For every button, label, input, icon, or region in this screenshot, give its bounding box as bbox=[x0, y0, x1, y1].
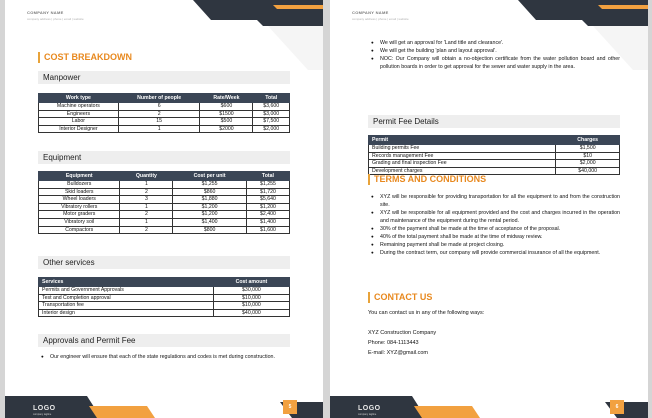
table-row bbox=[369, 145, 620, 153]
column-header: Work type bbox=[39, 94, 119, 103]
table-cell: Building permits Fee bbox=[369, 145, 556, 153]
table-cell: 1 bbox=[120, 203, 173, 211]
table-cell: Bulldozers bbox=[39, 181, 120, 189]
contact-intro: You can contact us in any of the following ways: bbox=[368, 310, 485, 316]
table-cell: $1,720 bbox=[246, 188, 289, 196]
table-row bbox=[39, 294, 290, 302]
terms-list bbox=[368, 193, 620, 257]
footer-logo-tagline: company tagline bbox=[33, 413, 52, 416]
table-cell: Development charges bbox=[369, 167, 556, 175]
table-cell: Interior design bbox=[39, 309, 214, 317]
table-cell: $1,400 bbox=[246, 218, 289, 226]
table-cell: Vibratory soil bbox=[39, 218, 120, 226]
table-cell: Motor graders bbox=[39, 211, 120, 219]
other-services-table bbox=[38, 277, 290, 317]
equipment-title: Equipment bbox=[38, 151, 290, 164]
table-cell: 2 bbox=[120, 188, 173, 196]
contact-phone: Phone: 084-1113443 bbox=[368, 340, 419, 346]
column-header: Total bbox=[253, 94, 290, 103]
list-item: ● Our engineer will ensure that each of the state regulations and codes is met during construction. bbox=[38, 353, 290, 361]
table-cell: $1,200 bbox=[173, 203, 247, 211]
table-cell: $2,000 bbox=[253, 125, 290, 133]
page-6 bbox=[330, 0, 648, 418]
table-cell: Grading and final inspection Fee bbox=[369, 160, 556, 168]
table-cell: $1,880 bbox=[173, 196, 247, 204]
table-cell: $1,500 bbox=[556, 145, 620, 153]
approvals-list bbox=[38, 353, 290, 361]
table-cell: Engineers bbox=[39, 110, 119, 118]
table-header-row bbox=[39, 172, 290, 181]
table-row bbox=[39, 181, 290, 189]
table-cell: Machine operators bbox=[39, 103, 119, 111]
list-item: ● XYZ will be responsible for all equipment provided and the cost and charges incurred in the operation and maintenance of the equipment during the rental period. bbox=[368, 209, 620, 225]
table-cell: Vibratory rollers bbox=[39, 203, 120, 211]
table-cell: $3,000 bbox=[253, 110, 290, 118]
contact-title: CONTACT US bbox=[368, 292, 432, 303]
table-cell: $1,200 bbox=[246, 203, 289, 211]
table-cell: $2,400 bbox=[246, 211, 289, 219]
list-item: ● XYZ will be responsible for providing transportation for all the equipment to and from the construction site. bbox=[368, 193, 620, 209]
table-cell: Permits and Government Approvals bbox=[39, 287, 214, 295]
permit-fee-table bbox=[368, 135, 620, 175]
table-cell: $3,600 bbox=[253, 103, 290, 111]
table-cell: $40,000 bbox=[556, 167, 620, 175]
table-row bbox=[39, 309, 290, 317]
table-cell: $5,640 bbox=[246, 196, 289, 204]
table-cell: Interior Designer bbox=[39, 125, 119, 133]
table-row bbox=[39, 118, 290, 126]
table-row bbox=[39, 287, 290, 295]
table-cell: $10,000 bbox=[213, 302, 289, 310]
column-header: Number of people bbox=[118, 94, 200, 103]
table-cell: $2000 bbox=[200, 125, 253, 133]
column-header: Total bbox=[246, 172, 289, 181]
table-cell: 2 bbox=[120, 211, 173, 219]
terms-title: TERMS AND CONDITIONS bbox=[368, 174, 486, 185]
list-item: ● NOC: Our Company will obtain a no-objection certificate from the water pollution board and other pollution boards in order to get approval for the sewer and water supply in the area. bbox=[368, 55, 620, 71]
table-cell: $40,000 bbox=[213, 309, 289, 317]
table-cell: $2,000 bbox=[556, 160, 620, 168]
table-cell: 2 bbox=[118, 110, 200, 118]
table-cell: 6 bbox=[118, 103, 200, 111]
list-item: ● Remaining payment shall be made at project closing. bbox=[368, 241, 620, 249]
company-name: COMPANY NAME bbox=[352, 10, 389, 15]
table-cell: 15 bbox=[118, 118, 200, 126]
manpower-table bbox=[38, 93, 290, 133]
table-row bbox=[39, 103, 290, 111]
permit-fee-title: Permit Fee Details bbox=[368, 115, 620, 128]
table-row bbox=[39, 196, 290, 204]
table-cell: 1 bbox=[120, 181, 173, 189]
table-cell: Skid loaders bbox=[39, 188, 120, 196]
manpower-title: Manpower bbox=[38, 71, 290, 84]
table-cell: Labor bbox=[39, 118, 119, 126]
company-name: COMPANY NAME bbox=[27, 10, 64, 15]
approval-bullets bbox=[368, 39, 620, 71]
column-header: Rate/Week bbox=[200, 94, 253, 103]
table-cell: $10 bbox=[556, 152, 620, 160]
approvals-title: Approvals and Permit Fee bbox=[38, 334, 290, 347]
table-cell: $860 bbox=[173, 188, 247, 196]
column-header: Quantity bbox=[120, 172, 173, 181]
table-row bbox=[369, 160, 620, 168]
company-subline: company address | phone | email | website bbox=[27, 17, 84, 21]
table-row bbox=[369, 152, 620, 160]
table-cell: Compactors bbox=[39, 226, 120, 234]
table-cell: $1,255 bbox=[246, 181, 289, 189]
table-cell: 1 bbox=[118, 125, 200, 133]
table-cell: 1 bbox=[120, 218, 173, 226]
table-cell: Wheel loaders bbox=[39, 196, 120, 204]
table-cell: 2 bbox=[120, 226, 173, 234]
footer-logo: LOGO bbox=[358, 405, 381, 412]
table-row bbox=[39, 226, 290, 234]
table-cell: $1,600 bbox=[246, 226, 289, 234]
company-subline: company address | phone | email | website bbox=[352, 17, 409, 21]
table-cell: 3 bbox=[120, 196, 173, 204]
column-header: Cost per unit bbox=[173, 172, 247, 181]
column-header: Services bbox=[39, 278, 214, 287]
contact-company: XYZ Construction Company bbox=[368, 330, 437, 336]
table-cell: $600 bbox=[200, 103, 253, 111]
table-cell: $1,255 bbox=[173, 181, 247, 189]
list-item: ● During the contract term, our company will provide commercial insurance of all the equipment. bbox=[368, 249, 620, 257]
table-cell: $500 bbox=[200, 118, 253, 126]
table-row bbox=[39, 302, 290, 310]
table-row bbox=[39, 188, 290, 196]
table-row bbox=[39, 110, 290, 118]
table-cell: Transportation fee bbox=[39, 302, 214, 310]
table-cell: $10,000 bbox=[213, 294, 289, 302]
other-services-title: Other services bbox=[38, 256, 290, 269]
table-cell: $1,400 bbox=[173, 218, 247, 226]
page-number: 5 bbox=[283, 400, 297, 414]
table-cell: $800 bbox=[173, 226, 247, 234]
table-header-row bbox=[39, 278, 290, 287]
list-item: ● We will get an approval for 'Land title and clearance'. bbox=[368, 39, 620, 47]
column-header: Charges bbox=[556, 136, 620, 145]
contact-email: E-mail: XYZ@gmail.com bbox=[368, 350, 428, 356]
table-row bbox=[39, 211, 290, 219]
column-header: Cost amount bbox=[213, 278, 289, 287]
table-row bbox=[39, 125, 290, 133]
table-row bbox=[39, 218, 290, 226]
footer-logo-tagline: company tagline bbox=[358, 413, 377, 416]
list-item: ● We will get the building 'plan and layout approval'. bbox=[368, 47, 620, 55]
table-cell: $30,000 bbox=[213, 287, 289, 295]
page-5 bbox=[5, 0, 323, 418]
table-row bbox=[39, 203, 290, 211]
cost-breakdown-title: COST BREAKDOWN bbox=[38, 52, 132, 63]
table-cell: Test and Completion approval bbox=[39, 294, 214, 302]
column-header: Permit bbox=[369, 136, 556, 145]
list-item: ● 40% of the total payment shall be made at the time of midway review. bbox=[368, 233, 620, 241]
table-cell: $7,500 bbox=[253, 118, 290, 126]
footer-logo: LOGO bbox=[33, 405, 56, 412]
page-number: 6 bbox=[610, 400, 624, 414]
list-item: ● 30% of the payment shall be made at the time of acceptance of the proposal. bbox=[368, 225, 620, 233]
table-cell: $1500 bbox=[200, 110, 253, 118]
header-decoration bbox=[173, 0, 323, 70]
column-header: Equipment bbox=[39, 172, 120, 181]
table-header-row bbox=[39, 94, 290, 103]
table-header-row bbox=[369, 136, 620, 145]
table-cell: Records management Fee bbox=[369, 152, 556, 160]
table-cell: $1,200 bbox=[173, 211, 247, 219]
equipment-table bbox=[38, 171, 290, 234]
